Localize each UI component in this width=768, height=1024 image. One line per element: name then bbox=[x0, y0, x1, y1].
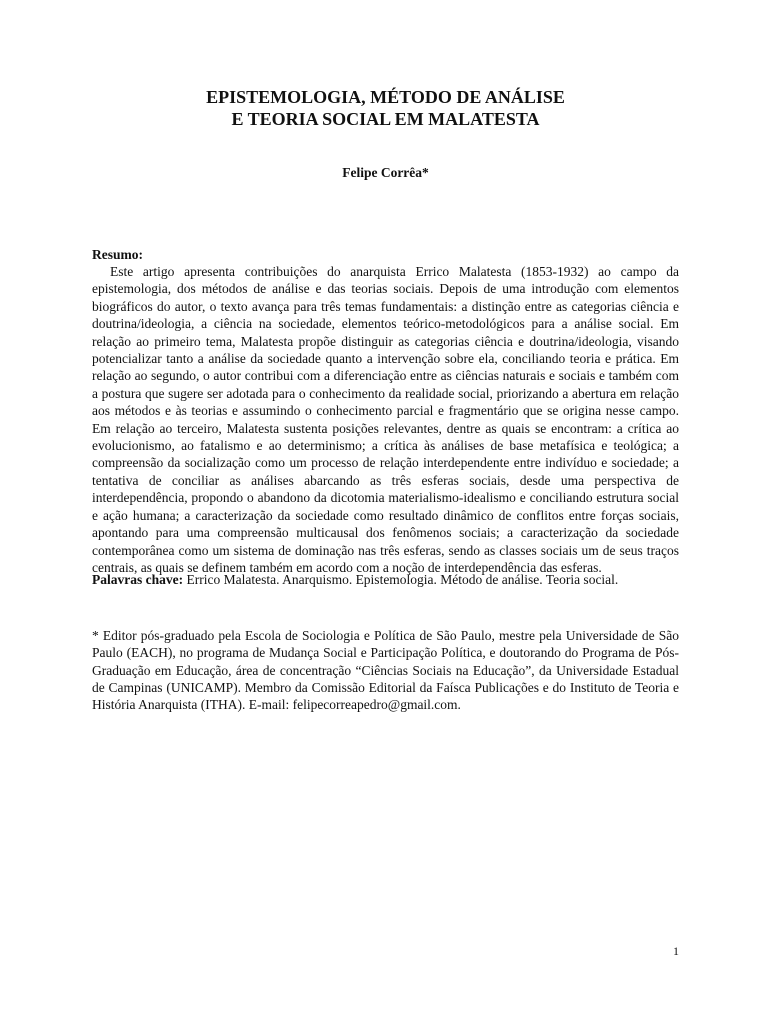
page-number: 1 bbox=[673, 944, 679, 958]
keywords-label: Palavras chave: bbox=[92, 572, 184, 587]
author-name: Felipe Corrêa* bbox=[342, 165, 429, 180]
abstract-text: Este artigo apresenta contribuições do anarquista Errico Malatesta (1853-1932) ao campo da epistemologia, dos métodos de análise e das teorias sociais. Depois de uma introdução com elementos biográficos do autor, o texto avança para três temas fundamentais: a distinção entre as categorias ciência e doutrina/ideologia, a ciência na sociedade, elementos teórico-metodológicos para a análise social. Em relação ao primeiro tema, Malatesta propõe distinguir as categorias ciência e doutrina/ideologia, visando potencializar tanto a análise da sociedade quanto a intervenção sobre ela, conciliando teoria e prática. Em relação ao segundo, o autor contribui com a diferenciação entre as ciências naturais e sociais e também com a postura que sugere ser adotada para o conhecimento da realidade social, priorizando a abertura em relação aos métodos e às teorias e assumindo o conhecimento parcial e fragmentário que se origina nesse campo. Em relação ao terceiro, Malatesta sustenta posições relevantes, dentre as quais se encontram: a crítica ao evolucionismo, ao fatalismo e ao determinismo; a crítica às análises de base metafísica e teológica; a compreensão da socialização como um processo de relação interdependente entre indivíduo e sociedade; a tentativa de conciliar as análises abarcando as três esferas sociais, desde uma perspectiva de interdependência, propondo o abandono da dicotomia materialismo-idealismo e conciliando estrutura social e ação humana; a caracterização da sociedade como resultado dinâmico de conflitos entre forças sociais, apontando para uma compreensão multicausal dos fenômenos sociais; a caracterização da sociedade contemporânea como um sistema de dominação nas três esferas, sendo as classes sociais um de seus traços centrais, as quais se definem também em acordo com a noção de interdependência das esferas. bbox=[92, 264, 679, 575]
keywords-text: Errico Malatesta. Anarquismo. Epistemologia. Método de análise. Teoria social. bbox=[183, 572, 619, 587]
abstract-heading: Resumo: bbox=[92, 247, 143, 262]
document-page bbox=[92, 0, 679, 1024]
keywords bbox=[92, 571, 679, 588]
title-line-1: EPISTEMOLOGIA, MÉTODO DE ANÁLISE bbox=[206, 87, 565, 107]
author-footnote: * Editor pós-graduado pela Escola de Sociologia e Política de São Paulo, mestre pela Universidade de São Paulo (EACH), no programa de Mudança Social e Participação Política, e doutorando do Programa de Pós-Graduação em Educação, área de concentração “Ciências Sociais na Educação”, da Universidade Estadual de Campinas (UNICAMP). Membro da Comissão Editorial da Faísca Publicações e do Instituto de Teoria e História Anarquista (ITHA). E-mail: felipecorreapedro@gmail.com. bbox=[92, 628, 679, 713]
title-line-2: E TEORIA SOCIAL EM MALATESTA bbox=[231, 109, 540, 129]
paper-title bbox=[92, 86, 679, 130]
